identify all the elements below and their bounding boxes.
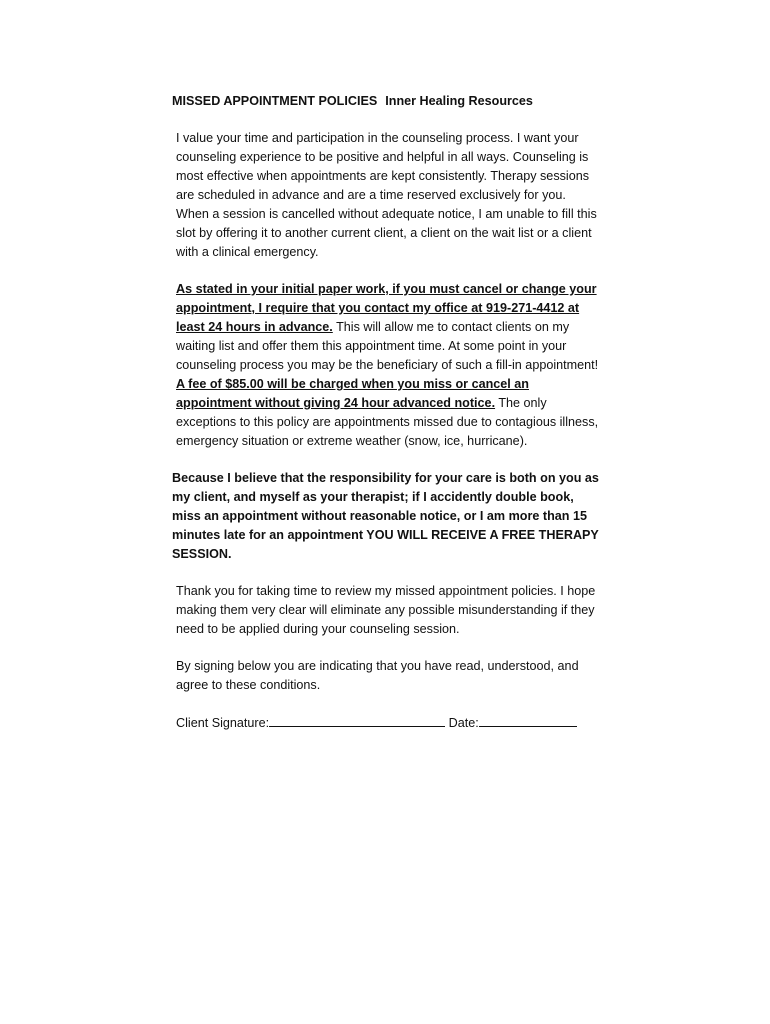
client-signature-label: Client Signature: [176, 716, 270, 730]
cancellation-requirement-text: As stated in your initial paper work, if you must cancel or change your appointment, I require that you contact my office at 919-271-4412 at least 24 hours in advance. [176, 282, 597, 334]
cancellation-policy-paragraph [172, 280, 602, 451]
date-line[interactable] [479, 713, 577, 727]
free-session-paragraph: Because I believe that the responsibility for your care is both on you as my client, and myself as your therapist; if I accidently double book, miss an appointment without reasonable notice, or I am more than 15 minutes late for an appointment YOU WILL RECEIVE A FREE THERAPY SESSION. [172, 471, 599, 561]
thank-you-paragraph: Thank you for taking time to review my missed appointment policies. I hope making them very clear will eliminate any possible misunderstanding if they need to be applied during your counseling session. [176, 584, 596, 636]
organization-name: Inner Healing Resources [385, 94, 533, 108]
client-signature-line[interactable] [269, 713, 445, 727]
policy-document [172, 92, 602, 751]
signature-row [172, 713, 602, 733]
exceptions-text: The only exceptions to this policy are appointments missed due to contagious illness, emergency situation or extreme weather (snow, ice, hurricane). [176, 396, 599, 448]
waiting-list-text: This will allow me to contact clients on my waiting list and offer them this appointment time. At some point in your counseling process you may be the beneficiary of such a fill-in appointment! [176, 320, 599, 372]
document-title [172, 92, 602, 111]
title-text: MISSED APPOINTMENT POLICIES [172, 94, 378, 108]
agreement-paragraph: By signing below you are indicating that you have read, understood, and agree to these conditions. [176, 659, 579, 692]
intro-paragraph: I value your time and participation in the counseling process. I want your counseling experience to be positive and helpful in all ways. Counseling is most effective when appointments are kept consistently. Therapy sessions are scheduled in advance and are a time reserved exclusively for you. When a session is cancelled without adequate notice, I am unable to fill this slot by offering it to another current client, a client on the wait list or a client with a clinical emergency. [176, 131, 597, 259]
fee-notice-text: A fee of $85.00 will be charged when you miss or cancel an appointment without giving 24 hour advanced notice. [176, 377, 529, 410]
date-label: Date: [448, 716, 479, 730]
